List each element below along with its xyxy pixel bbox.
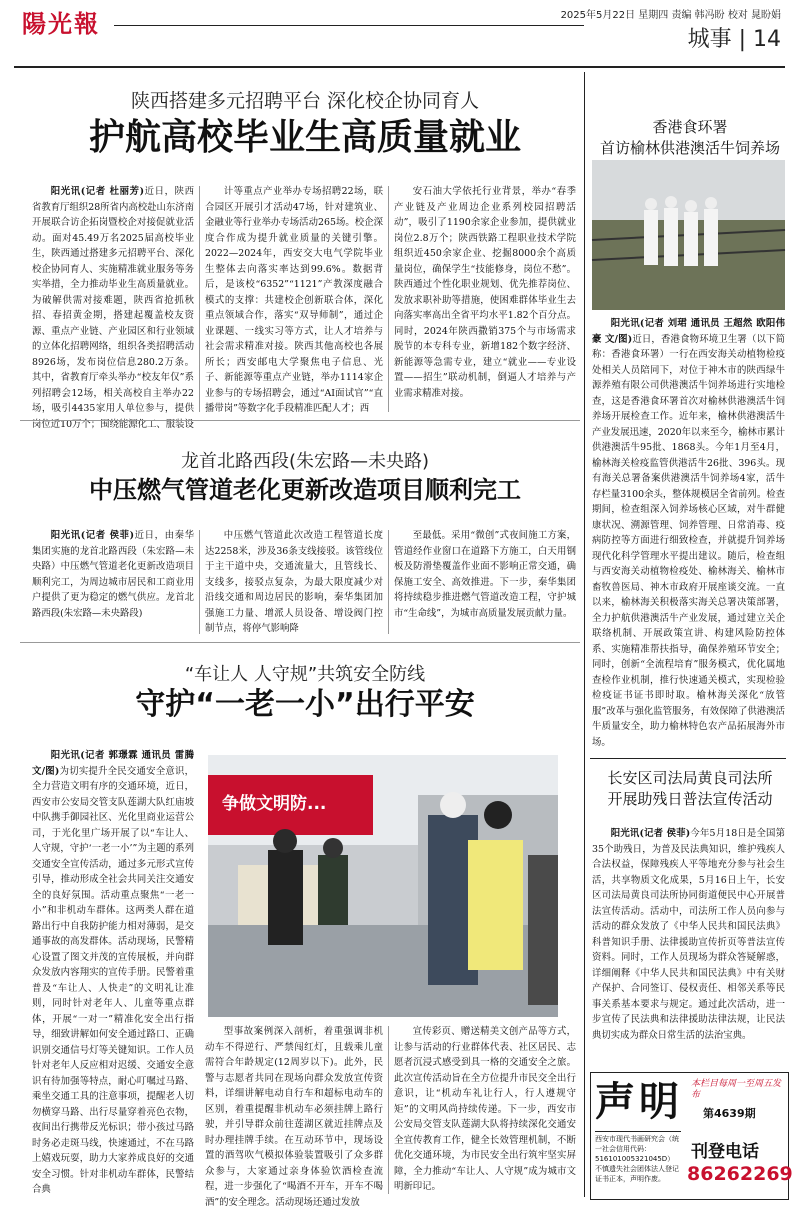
article1-headline: 护航高校毕业生高质量就业 — [88, 117, 521, 158]
article1-col3 — [394, 184, 576, 414]
divider — [388, 186, 389, 412]
article2-text-1: 近日，由秦华集团实施的龙首北路西段（朱宏路—未央路）中压燃气管道老化更新改造项目顺利完工，为周边城市居民和工商业用户提供了更为稳定的燃气供应。龙首北路西段(朱宏路—未央路段) — [32, 530, 194, 619]
article3-text-2: 型事故案例深入剖析，着重强调非机动车不得逆行、严禁闯红灯，且载乘儿童需符合年龄规定(12周岁以下)。此外，民警与志愿者共同在现场向群众发放宣传资料，详细讲解电动自行车和超标电动车的区别，着重提醒非机动车必须挂牌上路行驶，并引导群众前往莲湖区就近挂牌点及时办理挂牌手续。在互动环节中，现场设置的酒驾吹气模拟体验装置吸引了众多群众参与，大家通过亲身体验饮酒检查流程，进一步强化了“喝酒不开车，开车不喝酒”的安全理念。活动现场还通过发放 — [205, 1026, 383, 1208]
article2-col2 — [205, 528, 383, 636]
side2-headline: 长安区司法局黄良司法所 开展助残日普法宣传活动 — [607, 769, 773, 808]
article2-text-3: 至最低。采用“微创”式夜间施工方案，管道经作业窗口在道路下方施工，白天用钢板及防滑垫覆盖作业面不影响正常交通，确保施工安全、高效推进。下一步，秦华集团将持续稳步推进燃气管道改造工程，守护城市“生命线”，为城市高质量发展贡献力量。 — [394, 530, 576, 619]
article3-photo — [208, 755, 558, 1017]
ad-title: 声明 — [595, 1078, 683, 1125]
article3-col3 — [394, 1024, 576, 1196]
section-divider — [20, 420, 580, 421]
divider — [388, 1026, 389, 1194]
article1-text-1: 近日，陕西省教育厅组织28所省内高校赴山东济南开展联合访企拓岗暨校企对接促就业活动。面对45.49万名2025届高校毕业生，陕西通过搭建多元招聘平台、深化校企协同育人、实施精准就业服务等务实举措，全力推动毕业生高质量就业。为破解供需对接难题，陕西省抢抓秋招、春招黄金期，搭建起覆盖校友资源、重点产业链、产业园区和行业领域的立体化招聘网络，组织各类招聘活动8926场，发布岗位信息280.2万条。其中，省教育厅牵头举办“校友年仅”系列招聘会12场，相关高校自主举办22场，吸引4435家用人单位参与，提供岗位近10万个；围绕能源化工、服装设 — [32, 186, 194, 430]
article3-text-3: 宣传彩页、赠送精美文创产品等方式，让参与活动的行业群体代表、社区居民、志愿者沉浸式感受到具一格的交通安全之旅。此次宣传活动旨在全方位提升市民交全出行意识，让“机动车礼让行人，行人遵规守矩”的文明风尚持续传递。下一步，西安市公安局交管支队莲湖大队将持续深化交通安全宣传教育工作，健全长效管理机制，不断优化交通环境，为市民安全出行筑牢坚实屏障，全力推动“车让人、人守规”成为城市文明新印记。 — [394, 1026, 576, 1192]
article1-text-2: 计等重点产业举办专场招聘22场，联合园区开展引才活动47场，针对建筑业、金融业等行业举办专场活动265场。校企深度合作成为提升就业质量的关键引擎。2022—2024年，西安交大电气学院毕业生整体去向落实率达到99.6%。数据背后，是该校“6352”“1121”产教深度融合模式的支撑：共建校企创新联合体，深化重点领域合作，落实“双导师制”，通过企业课题、一线实习等方式，让人才培养与社会需求精准对接。陕西其他高校也各展所长；西安邮电大学聚焦电子信息、光子、新能源等重点产业链，举办1114家企业参与的专场招聘会，通过“AI面试官”“直播带岗”等数字化手段精准匹配人才；西 — [205, 186, 383, 414]
masthead-bottom-rule — [14, 66, 785, 68]
newspaper-logo: 陽光報 — [22, 9, 100, 38]
side2-text: 今年5月18日是全国第35个助残日，为普及民法典知识，维护残疾人合法权益，保障残疾人平等地充分参与社会生活，共享物质文化成果，5月16日上午，长安区司法局黄良司法所协同街道便民中心开展普法宣传活动。活动中，司法所工作人员向参与活动的群众发放了《中华人民共和国民法典》科普知识手册、法律援助宣传折页等普法宣传资料。同时，工作人员现场为群众答疑解惑，详细阐释《中华人民共和国民法典》中有关财产保护、合同签订、侵权责任、相邻关系等民事关系基本要求与规定。通过此次活动，进一步宣传了民法典和法律援助法律法规，让民法典切实成为群众日常生活的法治宝典。 — [592, 828, 785, 1041]
section-divider — [20, 642, 580, 643]
divider — [199, 186, 200, 412]
article2-col3 — [394, 528, 576, 636]
article1-col2 — [205, 184, 383, 414]
divider — [199, 530, 200, 634]
side2-byline: 阳光讯(记者 侯菲) — [610, 828, 691, 839]
side1-body — [592, 316, 785, 748]
section-divider — [590, 758, 786, 759]
side2-body — [592, 826, 785, 1066]
article2-text-2: 中压燃气管道此次改造工程管道长度达2258米，涉及36条支线接驳。该管线位于主干道中央，交通流量大，且管线长、支线多，接驳点复杂，为最大限度减少对沿线交通和周边居民的影响，秦华集团加强施工力量、增派人员设备、增设阀门控制节点，将停气影响降 — [205, 530, 383, 634]
article3-byline: 阳光讯(记者 郭璟霖 通讯员 雷腾文/图) — [32, 750, 194, 777]
masthead-rule — [114, 25, 584, 26]
side1-byline: 阳光讯(记者 刘珺 通讯员 王超然 欧阳伟豪 文/图) — [592, 318, 785, 345]
article3-col2 — [205, 1024, 383, 1208]
article2-byline: 阳光讯(记者 侯菲) — [50, 530, 135, 541]
article2-kicker: 龙首北路西段(朱宏路—未央路) — [180, 451, 430, 472]
ad-phone-label: 刊登电话 — [691, 1142, 759, 1162]
article3-col1 — [32, 748, 194, 1196]
article1-kicker: 陕西搭建多元招聘平台 深化校企协同育人 — [130, 90, 480, 112]
notice-ad — [590, 1072, 793, 1200]
column-divider — [584, 72, 585, 1197]
ad-notice: 西安市现代书画研究会（统一社会信用代码：516101005321045D）不慎遗失社会团体法人登记证书正本，声明作废。 — [595, 1131, 681, 1184]
article2-col1 — [32, 528, 194, 636]
photo-banner-text: 争做文明防... — [222, 794, 327, 814]
article2-headline: 中压燃气管道老化更新改造项目顺利完工 — [89, 476, 521, 504]
article1-col1 — [32, 184, 194, 430]
dateline: 2025年5月22日 星期四 责编 韩冯盼 校对 晁盼娟 — [560, 10, 781, 21]
article1-text-3: 安石油大学依托行业背景，举办“春季产业链及产业周边企业系列校园招聘活动”，吸引了1190余家企业参加，提供就业岗位2.8万个；陕西铁路工程职业技术学院组织近450余家企业、挖掘8000余个高质量岗位，确保学生“技能修身，岗位不愁”。陕西通过个性化职业规划、优先推荐岗位、发放求职补助等措施，使困难群体毕业生去向落实率高出全省平均水平1.82个百分点。同时，2024年陕西撒销375个与市场需求脱节的本专科专业，新增182个数字经济、新能源等急需专业，建立“就业——专业设置——招生”联动机制，倒逼人才培养与产业需求精准对接。 — [394, 186, 576, 399]
side1-photo — [592, 160, 785, 310]
ad-issue: 第4639期 — [703, 1107, 756, 1120]
article3-headline: 守护“一老一小”出行平安 — [135, 687, 475, 722]
side1-photo-illustration — [592, 160, 785, 310]
masthead — [14, 4, 785, 64]
ad-tag: 本栏目每周一至周五发布 — [691, 1079, 782, 1100]
article1-byline: 阳光讯(记者 杜丽芳) — [50, 186, 145, 197]
side1-text: 近日，香港食物环境卫生署（以下简称：香港食环署）一行在西安海关动植物检疫处相关人员陪同下，对位于神木市的陕西绿牛源养殖有限公司供港澳活牛饲养场进行实地检查，这是香港食环署首次对榆林供港澳活牛饲养场开展检查工作。近年来，榆林供港澳活牛产业发展迅速，2020年以来至今，榆林市累计供港澳活牛95批、1868头。今年1月至4月，榆林海关检疫监管供港活牛26批、396头。现有海关总署备案供港澳活牛饲养场4家，活牛存栏量3100余头，整体规模居全省前列。检查期间，检查组深入饲养场核心区域，对牛群健康状况、溯源管理、饲养管理、日常消毒、疫病防控等方面进行细致检查，并就提升饲养场现代化科学管理水平提出建议。随后，检查组与西安海关动植物检疫处、榆林海关、榆林市畜牧兽医局、神木市政府开展座谈交流。一直以来，榆林海关积极落实海关总署决策部署，全力护航供港澳活牛产业发展，通过建立关企联络机制、开展政策宣讲、构建风险防控体系、实施精准帮扶指导，确保养殖环节安全；同时，创新“全流程培育”服务模式，优化属地查检作业机制，推行快速通关模式，实现检验检疫证书证书即时取。榆林海关深化“放管服”改革与强化监管服务，有效保障了供港澳活牛质量安全，助力榆林特色农产品拓展海外市场。 — [592, 333, 785, 748]
side1-headline: 香港食环署 首访榆林供港澳活牛饲养场 — [599, 118, 780, 157]
section-label: 城事 | 14 — [687, 27, 781, 52]
divider — [388, 530, 389, 634]
article3-text-1: 为切实提升全民交通安全意识，全力营造文明有序的交通环境，近日，西安市公安局交管支队莲湖大队红庙坡中队携手御园社区、光化里商业运营公司，于光化里广场开展了以“车让人、人守规，守护‘一老一小’”为主题的系列交通安全宣传活动，通过多元形式宣传引导，推动形成全社会共同关注交通安全的良好氛围。活动重点聚焦“一老一小”和非机动车群体。这两类人群在道路出行中自我防护能力相对薄弱，是交通事故的高发群体。活动现场，民警精心设置了图文并茂的宣传展板，并向群众发放内容翔实的宣传手册。民警着重普及“车让人、人快走”的文明礼让准则，同时针对老年人、儿童等重点群体，开展“一对一”精准化安全出行指导，细致讲解如何安全通过路口、正确识别交通信号灯等关键知识。工作人员针对老年人反应相对迟缓、交通安全意识有待加强等特点，耐心叮嘱过马路、乘坐交通工具的注意事项，提醒老人切勿横穿马路、出行尽量穿着亮色衣物，夜间出行携带反光标识；带小孩过马路时务必走斑马线，快速通过，不在马路上嬉戏玩耍，助力大家养成良好的交通安全习惯。针对非机动车群体，民警结合典 — [32, 765, 194, 1195]
article3-kicker: “车让人 人守规”共筑安全防线 — [184, 664, 426, 685]
ad-phone: 86262269 — [687, 1163, 793, 1185]
